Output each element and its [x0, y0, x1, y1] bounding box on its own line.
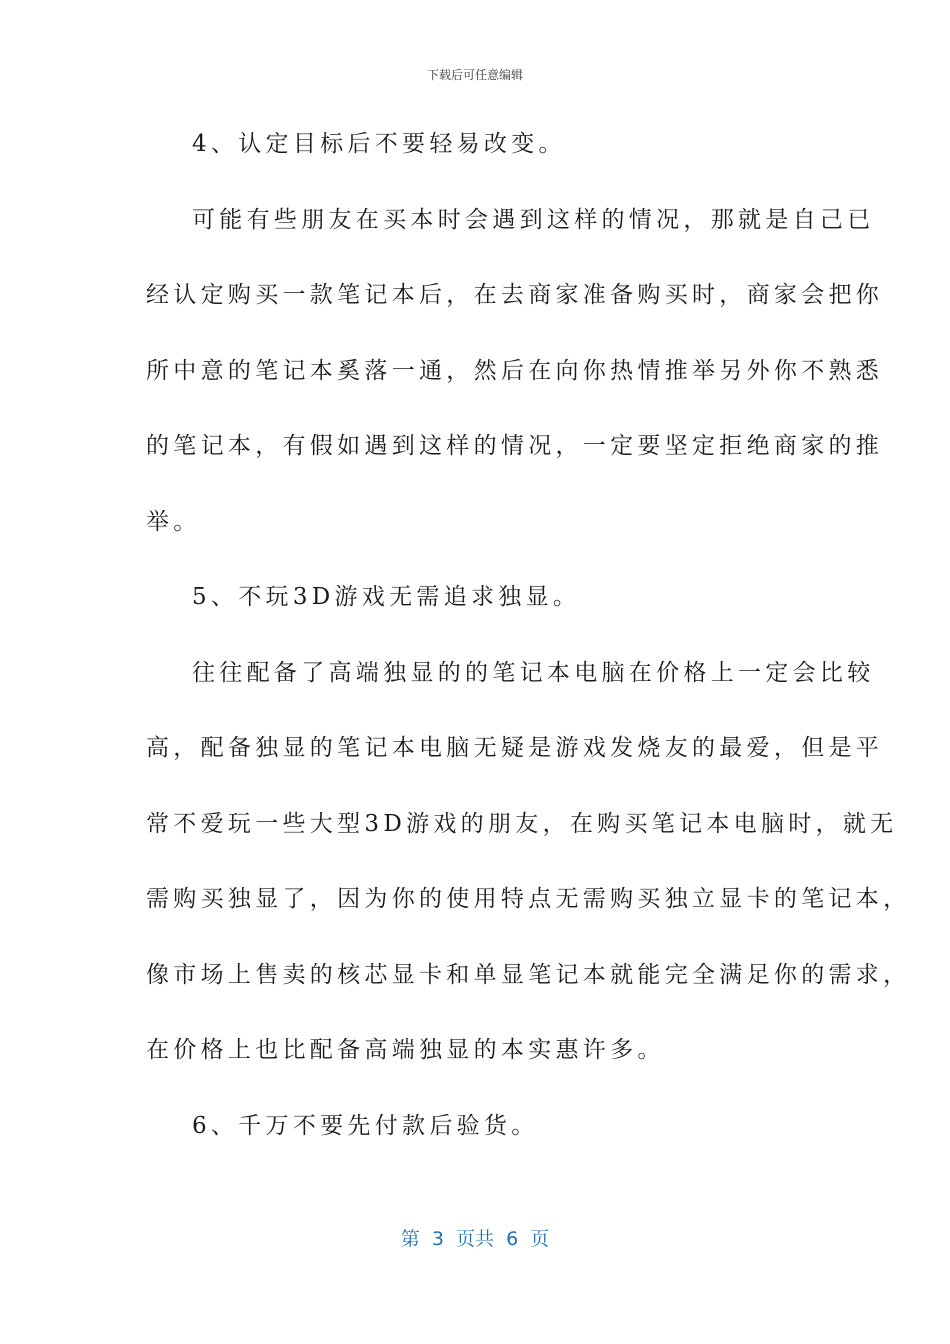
paragraph-line: 可能有些朋友在买本时会遇到这样的情况，那就是自己已 [192, 206, 875, 233]
paragraph-line: 在价格上也比配备高端独显的本实惠许多。 [146, 1037, 665, 1063]
paragraph-line: 高，配备独显的笔记本电脑无疑是游戏发烧友的最爱，但是平 [146, 735, 884, 761]
paragraph-heading-6: 6、千万不要先付款后验货。 [192, 1112, 539, 1139]
paragraph-line: 的笔记本，有假如遇到这样的情况，一定要坚定拒绝商家的推 [146, 433, 884, 459]
paragraph-line: 需购买独显了，因为你的使用特点无需购买独立显卡的笔记本， [146, 886, 911, 912]
paragraph-line: 往往配备了高端独显的的笔记本电脑在价格上一定会比较 [192, 659, 875, 686]
paragraph-line: 常不爱玩一些大型3D游戏的朋友，在购买笔记本电脑时，就无 [146, 810, 898, 837]
paragraph-heading-5: 5、不玩3D游戏无需追求独显。 [192, 584, 581, 610]
page-number-footer: 第 3 页共 6 页 [400, 1228, 550, 1250]
paragraph-heading-4: 4、认定目标后不要轻易改变。 [192, 131, 566, 157]
paragraph-line: 像市场上售卖的核芯显卡和单显笔记本就能完全满足你的需求， [146, 961, 911, 988]
paragraph-line: 所中意的笔记本奚落一通，然后在向你热情推举另外你不熟悉 [146, 357, 884, 384]
document-body [146, 118, 911, 1175]
paragraph-line: 举。 [146, 508, 201, 535]
page-header: 下载后可任意编辑 [426, 68, 523, 82]
paragraph-line: 经认定购买一款笔记本后，在去商家准备购买时，商家会把你 [146, 282, 884, 308]
